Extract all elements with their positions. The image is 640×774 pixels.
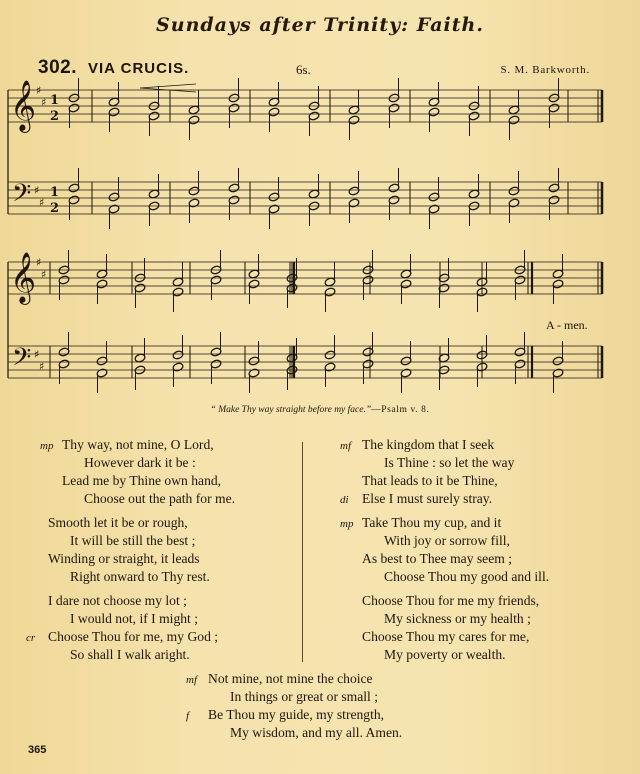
sharp-icon: ♯	[41, 268, 47, 281]
verse-line: With joy or sorrow fill,	[384, 533, 510, 548]
time-signature-icon: 1	[50, 93, 60, 108]
time-signature-icon: 1	[50, 185, 60, 200]
verse-1	[40, 436, 236, 508]
running-head: Sundays after Trinity: Faith.	[156, 14, 484, 36]
verse-line: Choose Thou my good and ill.	[384, 569, 550, 584]
verse-line: In things or great or small ;	[230, 689, 378, 704]
verse-line: Choose out the path for me.	[84, 491, 236, 506]
verse-line: So shall I walk aright.	[70, 647, 190, 662]
sharp-icon: ♯	[34, 348, 40, 361]
verse-line: Right onward to Thy rest.	[70, 569, 210, 584]
verse-line: My wisdom, and my all. Amen.	[230, 725, 403, 740]
tune-name: VIA CRUCIS.	[88, 60, 190, 77]
sharp-icon: ♯	[36, 84, 42, 97]
verse-5	[340, 514, 550, 586]
verse-line: The kingdom that I seek	[362, 437, 495, 452]
dynamic-mark: f	[186, 710, 190, 722]
verse-2	[48, 514, 210, 586]
time-signature-icon: 2	[50, 109, 60, 124]
verse-line: Choose Thou for me my friends,	[362, 593, 540, 608]
verse-line: My poverty or wealth.	[384, 647, 506, 662]
amen-text: A - men.	[546, 318, 588, 332]
bass-clef-icon: 𝄢	[12, 343, 32, 378]
verse-line: As best to Thee may seem ;	[362, 551, 513, 566]
sharp-icon: ♯	[39, 360, 45, 373]
verse-4	[340, 436, 515, 508]
sharp-icon: ♯	[34, 184, 40, 197]
verse-line: Lead me by Thine own hand,	[62, 473, 222, 488]
hairpin	[140, 84, 196, 88]
verse-line: Choose Thou for me, my God ;	[48, 629, 219, 644]
dynamic-mark: mp	[40, 440, 54, 452]
verse-line: I dare not choose my lot ;	[48, 593, 187, 608]
verse-line: I would not, if I might ;	[70, 611, 198, 626]
verse-line: Else I must surely stray.	[362, 491, 493, 506]
verse-7	[186, 670, 403, 742]
verse-line: Winding or straight, it leads	[48, 551, 200, 566]
sharp-icon: ♯	[39, 196, 45, 209]
dynamic-mark: cr	[26, 632, 36, 644]
scripture-quote-text: “ Make Thy way straight before my face.”	[210, 405, 372, 415]
hymn-number: 302.	[38, 57, 77, 78]
verse-line: Be Thou my guide, my strength,	[208, 707, 385, 722]
sharp-icon: ♯	[36, 256, 42, 269]
treble-clef-icon: 𝄞	[10, 252, 37, 303]
sharp-icon: ♯	[41, 96, 47, 109]
verse-line: It will be still the best ;	[70, 533, 196, 548]
treble-clef-icon: 𝄞	[10, 80, 37, 131]
dynamic-mark: di	[340, 494, 349, 506]
verse-line: That leads to it be Thine,	[362, 473, 498, 488]
dynamic-mark: mp	[340, 518, 354, 530]
scripture-reference: —Psalm v. 8.	[371, 405, 430, 415]
verse-line: Take Thou my cup, and it	[362, 515, 502, 530]
column-divider	[302, 442, 303, 662]
scripture-quote	[0, 405, 640, 415]
verse-line: Choose Thou my cares for me,	[362, 629, 530, 644]
verse-line: Is Thine : so let the way	[384, 455, 515, 470]
verse-line: Thy way, not mine, O Lord,	[62, 437, 214, 452]
bass-clef-icon: 𝄢	[12, 179, 32, 214]
verse-line: Not mine, not mine the choice	[208, 671, 373, 686]
verse-line: My sickness or my health ;	[384, 611, 531, 626]
verse-6	[362, 592, 539, 664]
meter: 6s.	[296, 62, 311, 77]
composer: S. M. Barkworth.	[500, 64, 590, 76]
verse-3	[26, 592, 219, 664]
time-signature-icon: 2	[50, 201, 60, 216]
verse-line: Smooth let it be or rough,	[48, 515, 188, 530]
verse-line: However dark it be :	[84, 455, 196, 470]
dynamic-mark: mf	[340, 440, 351, 452]
dynamic-mark: mf	[186, 674, 197, 686]
page-number: 365	[28, 744, 47, 756]
